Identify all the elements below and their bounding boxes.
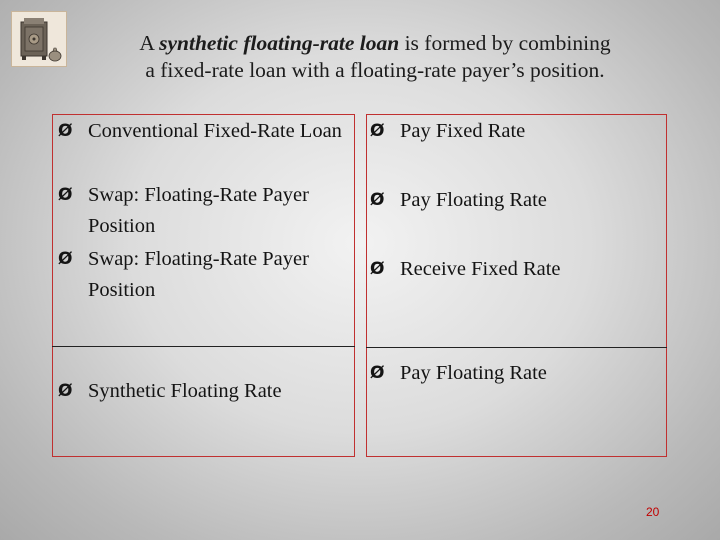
title-line-2: a fixed-rate loan with a floating-rate payer’s position. bbox=[145, 58, 605, 82]
left-result: Ø Synthetic Floating Rate bbox=[58, 376, 350, 407]
left-item-1: Ø Conventional Fixed-Rate Loan bbox=[58, 116, 350, 147]
arrow-bullet-icon: Ø bbox=[58, 185, 73, 205]
arrow-bullet-icon: Ø bbox=[58, 249, 73, 269]
right-item-2: Ø Pay Floating Rate bbox=[370, 185, 662, 216]
arrow-bullet-icon: Ø bbox=[370, 259, 385, 279]
left-item-3: Ø Swap: Floating-Rate Payer Position bbox=[58, 244, 350, 306]
page-number: 20 bbox=[646, 505, 660, 519]
left-divider bbox=[52, 346, 355, 347]
right-divider bbox=[366, 347, 667, 348]
arrow-bullet-icon: Ø bbox=[370, 363, 385, 383]
arrow-bullet-icon: Ø bbox=[370, 190, 385, 210]
safe-logo-icon bbox=[11, 11, 67, 67]
arrow-bullet-icon: Ø bbox=[58, 381, 73, 401]
right-box bbox=[366, 114, 667, 457]
arrow-bullet-icon: Ø bbox=[370, 121, 385, 141]
left-item-2: Ø Swap: Floating-Rate Payer Position bbox=[58, 180, 350, 242]
title-emphasis: synthetic floating-rate loan bbox=[159, 31, 400, 55]
arrow-bullet-icon: Ø bbox=[58, 121, 73, 141]
right-item-3: Ø Receive Fixed Rate bbox=[370, 254, 662, 285]
right-result: Ø Pay Floating Rate bbox=[370, 358, 662, 389]
title-prefix: A bbox=[139, 31, 160, 55]
title-rest: is formed by combining bbox=[399, 31, 611, 55]
slide-title bbox=[95, 30, 655, 84]
right-item-1: Ø Pay Fixed Rate bbox=[370, 116, 662, 147]
